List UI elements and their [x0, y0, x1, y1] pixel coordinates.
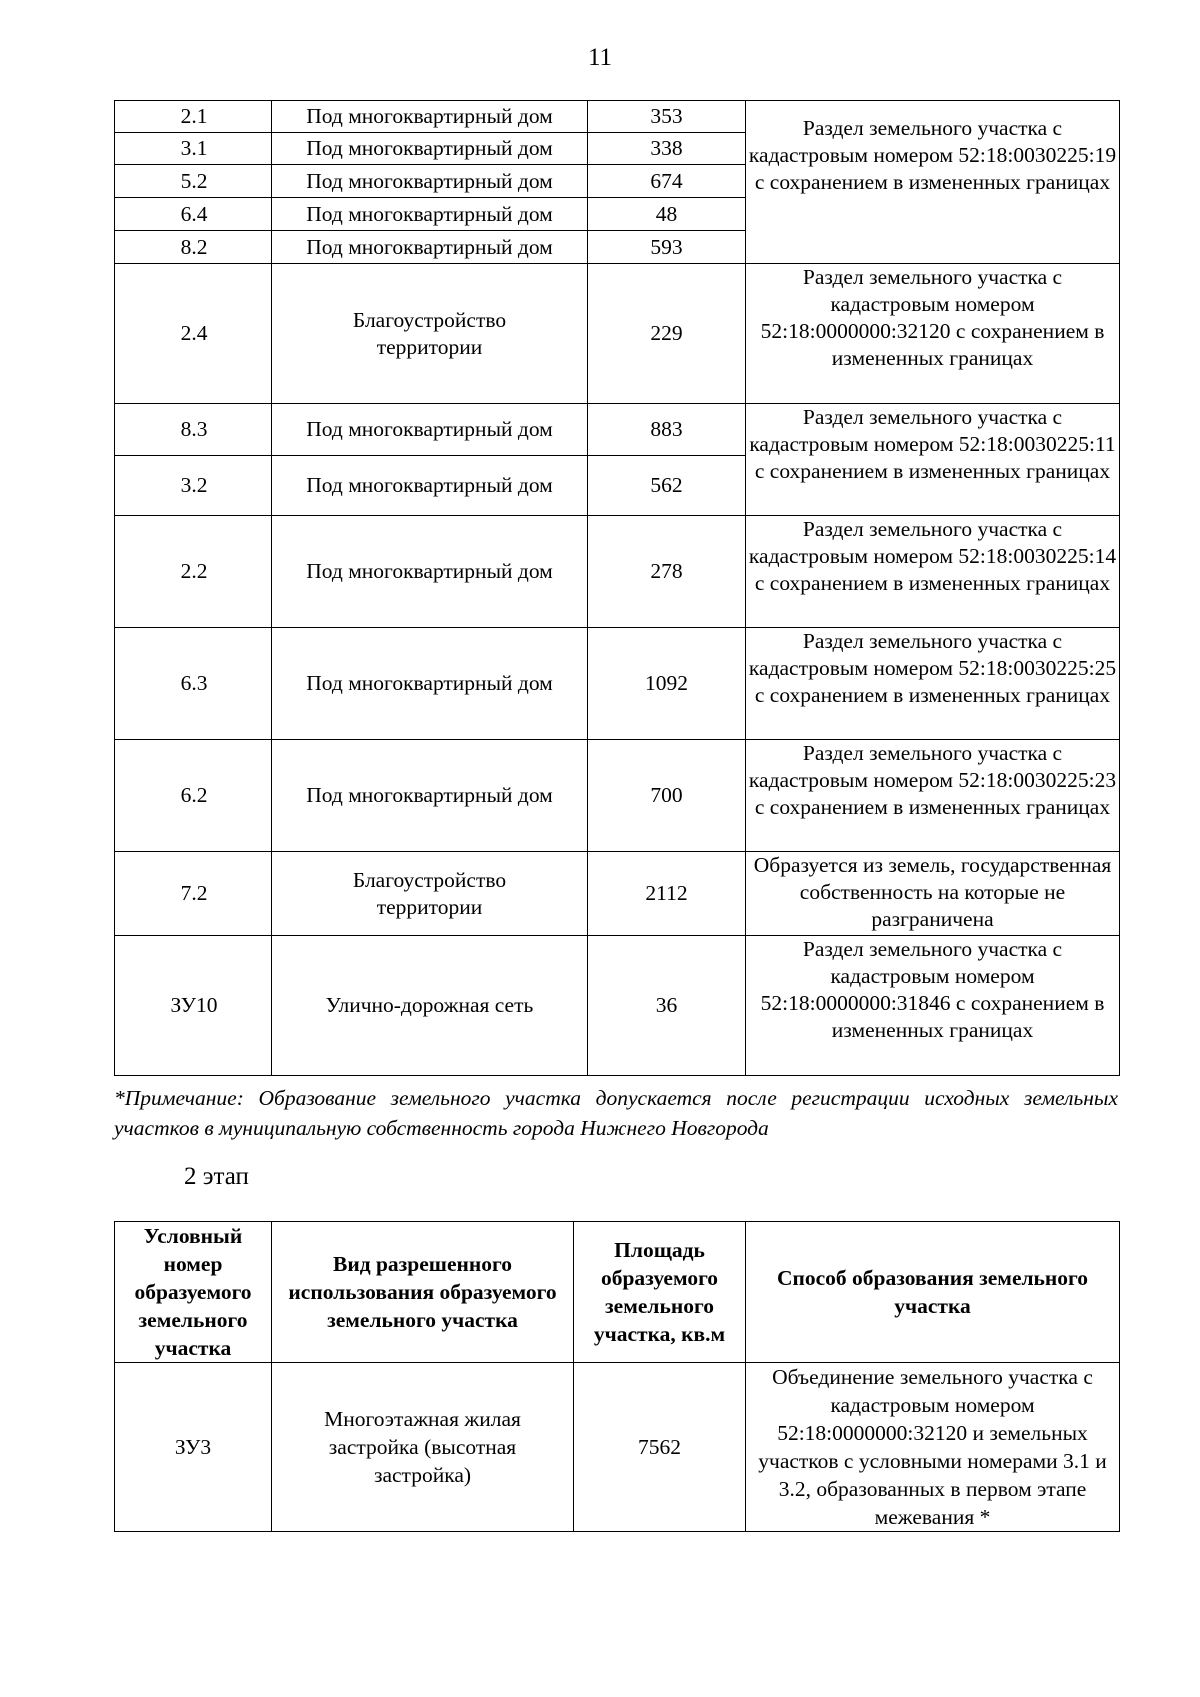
stage-title: 2 этап: [184, 1163, 249, 1190]
parcel-number: 6.3: [115, 628, 272, 740]
table-row: [115, 264, 1120, 404]
parcel-area: 229: [588, 264, 746, 404]
parcel-number: 2.2: [115, 516, 272, 628]
parcel-number: 3.2: [115, 456, 272, 516]
parcel-use: Многоэтажная жилая застройка (высотная застройка): [272, 1363, 574, 1532]
parcel-use: Под многоквартирный дом: [272, 628, 588, 740]
parcel-number: 6.2: [115, 740, 272, 852]
parcel-area: 1092: [588, 628, 746, 740]
parcel-area: 7562: [574, 1363, 746, 1532]
parcel-use: Улично-дорожная сеть: [272, 936, 588, 1076]
parcel-use: Под многоквартирный дом: [272, 198, 588, 231]
parcel-number: 7.2: [115, 852, 272, 936]
header-area: Площадь образуемого земельного участка, кв.м: [574, 1222, 746, 1363]
table-row: [115, 516, 1120, 628]
parcel-number: ЗУ3: [115, 1363, 272, 1532]
parcel-number: 3.1: [115, 133, 272, 165]
formation-method: Раздел земельного участка с кадастровым номером 52:18:0000000:31846 с сохранением в измененных границах: [746, 936, 1120, 1076]
footnote: *Примечание: Образование земельного участка допускается после регистрации исходных земельных участков в муниципальную собственность города Нижнего Новгорода: [114, 1086, 1118, 1140]
parcel-use: Благоустройство территории: [272, 852, 588, 936]
page-number: 11: [587, 44, 613, 71]
table-row: [115, 852, 1120, 936]
table-row: [115, 628, 1120, 740]
table-header-row: [115, 1222, 1120, 1363]
parcel-area: 883: [588, 404, 746, 456]
header-permitted-use: Вид разрешенного использования образуемого земельного участка: [272, 1222, 574, 1363]
header-formation-method: Способ образования земельного участка: [746, 1222, 1120, 1363]
formation-method: Раздел земельного участка с кадастровым номером 52:18:0000000:32120 с сохранением в измененных границах: [746, 264, 1120, 404]
parcel-area: 2112: [588, 852, 746, 936]
parcel-number: 5.2: [115, 165, 272, 198]
parcel-number: 2.1: [115, 101, 272, 133]
parcel-use: Под многоквартирный дом: [272, 165, 588, 198]
parcel-use: Под многоквартирный дом: [272, 101, 588, 133]
parcel-use: Под многоквартирный дом: [272, 404, 588, 456]
parcel-area: 278: [588, 516, 746, 628]
parcel-area: 674: [588, 165, 746, 198]
parcel-area: 353: [588, 101, 746, 133]
parcel-number: 6.4: [115, 198, 272, 231]
parcel-use: Благоустройство территории: [272, 264, 588, 404]
formation-method: Раздел земельного участка с кадастровым номером 52:18:0030225:11 с сохранением в измененных границах: [746, 404, 1120, 516]
parcel-use: Под многоквартирный дом: [272, 133, 588, 165]
stage2-table: [114, 1221, 1120, 1532]
table-row: [115, 740, 1120, 852]
formation-method: Раздел земельного участка с кадастровым номером 52:18:0030225:23 с сохранением в измененных границах: [746, 740, 1120, 852]
parcel-area: 593: [588, 231, 746, 264]
header-parcel-number: Условный номер образуемого земельного участка: [115, 1222, 272, 1363]
stage1-table: [114, 100, 1120, 1076]
parcel-area: 36: [588, 936, 746, 1076]
parcel-number: ЗУ10: [115, 936, 272, 1076]
parcel-use: Под многоквартирный дом: [272, 516, 588, 628]
parcel-area: 700: [588, 740, 746, 852]
parcel-number: 8.3: [115, 404, 272, 456]
table-row: [115, 101, 1120, 133]
table-row: [115, 404, 1120, 456]
table-row: [115, 936, 1120, 1076]
parcel-use: Под многоквартирный дом: [272, 231, 588, 264]
parcel-area: 562: [588, 456, 746, 516]
formation-method: Объединение земельного участка с кадастровым номером 52:18:0000000:32120 и земельных участков с условными номерами 3.1 и 3.2, образованных в первом этапе межевания *: [746, 1363, 1120, 1532]
formation-method: Раздел земельного участка с кадастровым номером 52:18:0030225:25 с сохранением в измененных границах: [746, 628, 1120, 740]
table-row: [115, 1363, 1120, 1532]
parcel-use: Под многоквартирный дом: [272, 740, 588, 852]
formation-method: Раздел земельного участка с кадастровым номером 52:18:0030225:19 с сохранением в измененных границах: [746, 101, 1120, 264]
parcel-use: Под многоквартирный дом: [272, 456, 588, 516]
formation-method: Образуется из земель, государственная собственность на которые не разграничена: [746, 852, 1120, 936]
parcel-number: 2.4: [115, 264, 272, 404]
parcel-area: 48: [588, 198, 746, 231]
formation-method: Раздел земельного участка с кадастровым номером 52:18:0030225:14 с сохранением в измененных границах: [746, 516, 1120, 628]
parcel-area: 338: [588, 133, 746, 165]
parcel-number: 8.2: [115, 231, 272, 264]
